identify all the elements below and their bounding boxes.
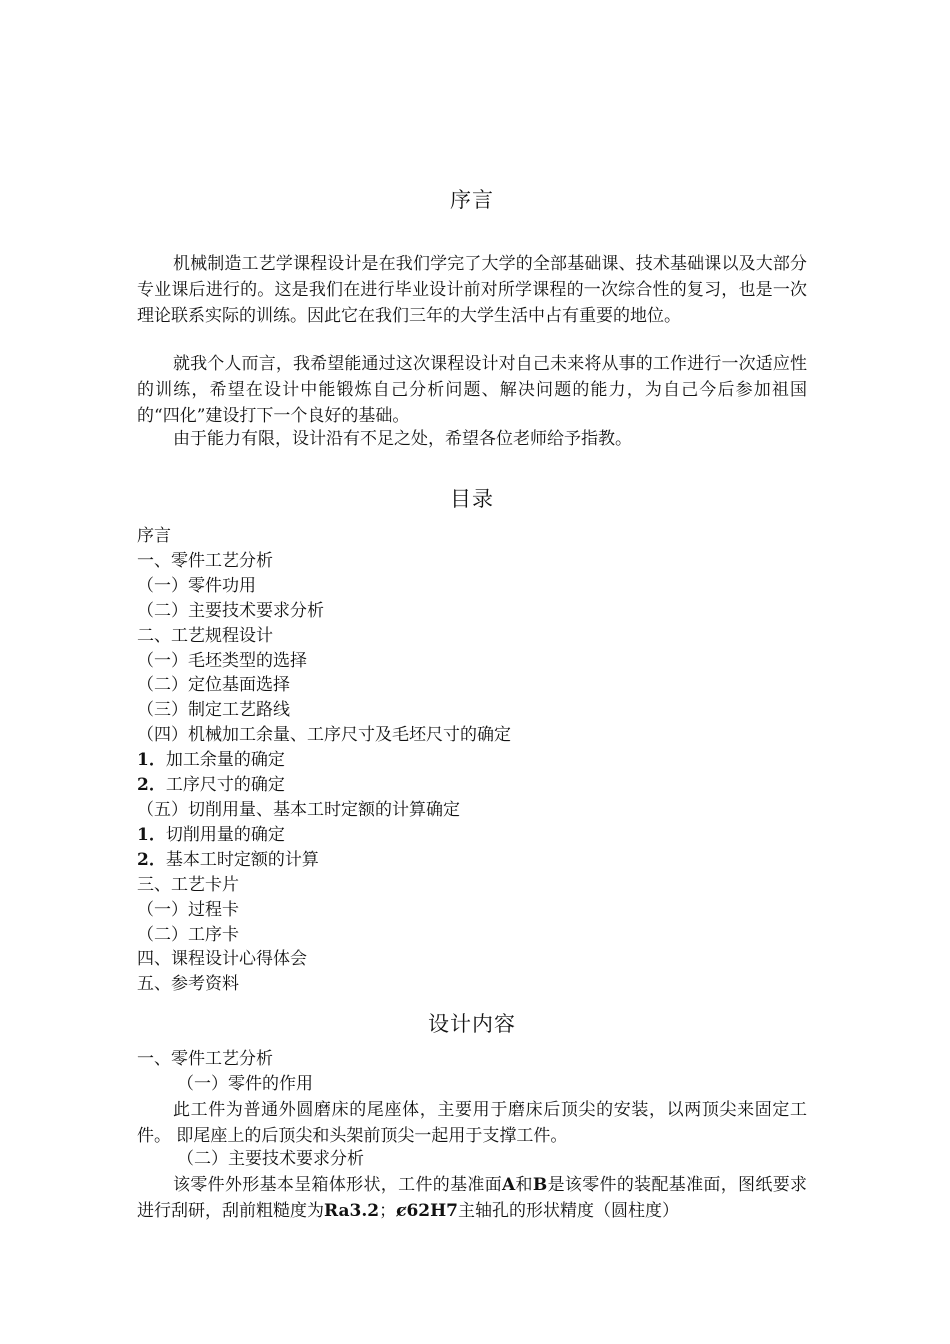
toc-item[interactable] [137, 524, 807, 549]
toc-item-text: 加工余量的确定 [165, 750, 285, 771]
toc-item[interactable] [137, 947, 807, 972]
toc-item-number: 2． [137, 775, 166, 796]
text-run: 该零件外形基本呈箱体形状，工件的基准面 [173, 1175, 503, 1195]
toc-item[interactable] [137, 574, 807, 599]
table-of-contents [137, 524, 807, 997]
toc-item[interactable] [137, 848, 807, 873]
text-run: 和 [515, 1175, 533, 1195]
toc-item-text: （三）制定工艺路线 [137, 700, 290, 721]
design-content-title: 设计内容 [428, 1012, 516, 1036]
preface-title: 序言 [450, 188, 494, 212]
text-run: 主轴孔的形状精度（圆柱度） [458, 1201, 680, 1221]
toc-item-text: （二）主要技术要求分析 [137, 600, 324, 621]
toc-item-text: （一）零件功用 [137, 575, 256, 596]
toc-item-text: （一）过程卡 [137, 899, 239, 920]
toc-item-text: （一）毛坯类型的选择 [137, 650, 307, 671]
toc-item-text: 四、课程设计心得体会 [137, 949, 307, 970]
text-run: ； [379, 1201, 397, 1221]
toc-item-text: 基本工时定额的计算 [165, 849, 319, 870]
roughness-value: Ra3.2 [324, 1201, 380, 1221]
toc-item-text: （五）切削用量、基本工时定额的计算确定 [137, 799, 460, 820]
preface-paragraph-3: 由于能力有限，设计沿有不足之处，希望各位老师给予指教。 [173, 429, 632, 449]
technical-requirements-paragraph [137, 1172, 807, 1224]
preface-paragraph-1: 机械制造工艺学课程设计是在我们学完了大学的全部基础课、技术基础课以及大部分专业课后进行的。这是我们在进行毕业设计前对所学课程的一次综合性的复习，也是一次理论联系实际的训练。因此它在我们三年的大学生活中占有重要的地位。 [137, 254, 807, 326]
toc-item-text: 五、参考资料 [137, 974, 239, 995]
toc-item[interactable] [137, 673, 807, 698]
subsection-heading: （二）主要技术要求分析 [177, 1149, 364, 1169]
toc-item[interactable] [137, 599, 807, 624]
toc-item[interactable] [137, 823, 807, 848]
toc-item-text: （二）定位基面选择 [137, 675, 290, 696]
toc-title: 目录 [450, 487, 494, 511]
toc-item-text: （四）机械加工余量、工序尺寸及毛坯尺寸的确定 [137, 725, 511, 746]
preface-paragraph-2: 就我个人而言，我希望能通过这次课程设计对自己未来将从事的工作进行一次适应性的训练，希望在设计中能锻炼自己分析问题、解决问题的能力，为自己今后参加祖国的“四化”建设打下一个良好的基础。 [137, 354, 807, 426]
subsection-heading: （一）零件的作用 [177, 1074, 313, 1094]
toc-item-text: 三、工艺卡片 [137, 874, 239, 895]
toc-item[interactable] [137, 549, 807, 574]
hole-diameter-spec: ȼ62H7 [396, 1201, 459, 1221]
toc-item-number: 1． [137, 824, 166, 845]
toc-item[interactable] [137, 873, 807, 898]
toc-item-text: 工序尺寸的确定 [165, 775, 285, 796]
toc-item-number: 2． [137, 849, 166, 870]
toc-item[interactable] [137, 972, 807, 997]
section-heading: 一、零件工艺分析 [137, 1049, 273, 1069]
text-run: 是该零件的装配基准面，图纸要求进行刮研，刮前粗糙度为 [137, 1175, 808, 1221]
toc-item[interactable] [137, 898, 807, 923]
part-function-paragraph: 此工件为普通外圆磨床的尾座体，主要用于磨床后顶尖的安装，以两顶尖来固定工件。 即尾座上的后顶尖和头架前顶尖一起用于支撑工件。 [137, 1100, 807, 1146]
toc-item-text: 序言 [137, 526, 171, 546]
toc-item[interactable] [137, 624, 807, 649]
datum-a-label: A [502, 1175, 516, 1195]
toc-item[interactable] [137, 748, 807, 773]
toc-item[interactable] [137, 773, 807, 798]
datum-b-label: B [532, 1175, 548, 1195]
toc-item[interactable] [137, 649, 807, 674]
toc-item[interactable] [137, 923, 807, 948]
toc-item[interactable] [137, 798, 807, 823]
toc-item-text: 一、零件工艺分析 [137, 550, 273, 571]
toc-item-number: 1． [137, 750, 166, 771]
toc-item[interactable] [137, 698, 807, 723]
toc-item-text: （二）工序卡 [137, 924, 239, 945]
toc-item-text: 切削用量的确定 [165, 824, 285, 845]
toc-item[interactable] [137, 723, 807, 748]
toc-item-text: 二、工艺规程设计 [137, 625, 273, 646]
